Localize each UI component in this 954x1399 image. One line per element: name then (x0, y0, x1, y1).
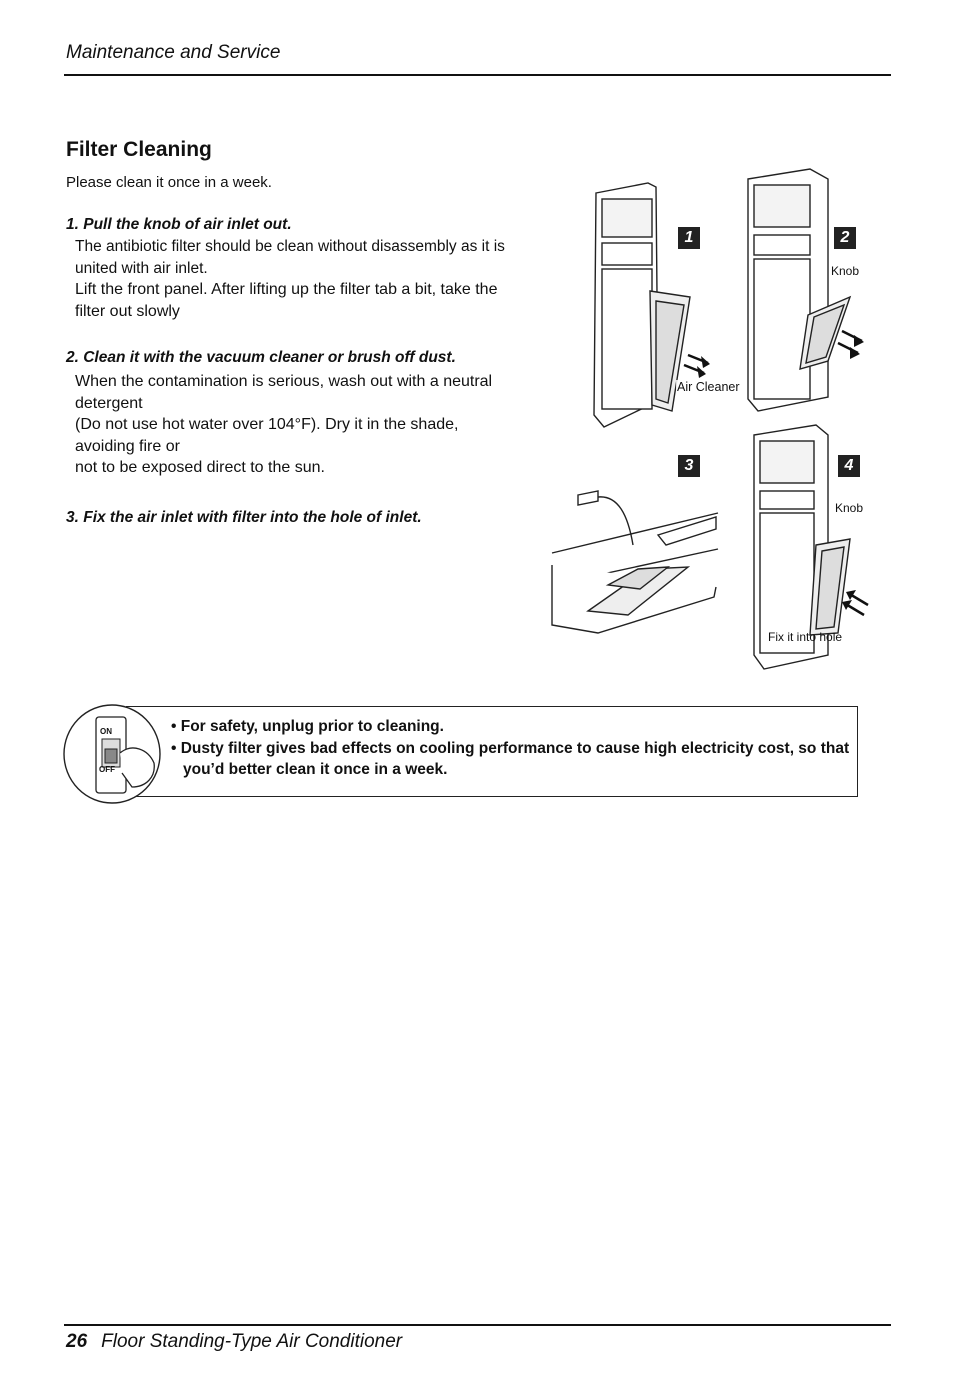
footer-rule (64, 1324, 891, 1326)
step-badge-1: 1 (678, 227, 700, 249)
switch-drawing (62, 703, 162, 805)
power-switch-icon (62, 703, 162, 805)
step-badge-4: 4 (838, 455, 860, 477)
step-2-line: When the contamination is serious, wash out with a neutral (75, 373, 493, 390)
step-1-line: The antibiotic filter should be clean without disassembly as it is (75, 238, 505, 255)
switch-on-label: ON (100, 727, 112, 736)
step-2-body (75, 371, 535, 479)
knob-label-4: Knob (835, 501, 864, 515)
safety-notes (171, 716, 851, 781)
air-cleaner-label: Air Cleaner (677, 380, 740, 394)
step-badge-2: 2 (834, 227, 856, 249)
note-item: • Dusty filter gives bad effects on cooling performance to cause high electricity cost, so that you’d better clean it once in a week. (171, 739, 850, 778)
step-2-line: avoiding fire or (75, 437, 180, 455)
step-1-heading: 1. Pull the knob of air inlet out. (66, 216, 292, 233)
filter-cleaning-illustration (548, 165, 878, 675)
switch-off-label: OFF (99, 765, 115, 774)
step-3-heading: 3. Fix the air inlet with filter into the hole of inlet. (66, 509, 422, 526)
fix-hole-label: Fix it into hole (768, 630, 843, 644)
page-number: 26 (66, 1331, 88, 1352)
step-1-line: united with air inlet. (75, 259, 208, 277)
step-2-line: detergent (75, 394, 143, 412)
step-1-line: Lift the front panel. After lifting up the filter tab a bit, take the (75, 281, 498, 298)
section-header: Maintenance and Service (66, 42, 281, 63)
illustration-drawing (548, 165, 878, 675)
page-footer (66, 1331, 402, 1353)
knob-label-2: Knob (831, 264, 860, 278)
step-1-line: filter out slowly (75, 302, 180, 320)
header-rule (64, 74, 891, 76)
step-2-line: not to be exposed direct to the sun. (75, 459, 325, 476)
step-1-body (75, 236, 535, 322)
step-badge-3: 3 (678, 455, 700, 477)
step-2-line: (Do not use hot water over 104°F). Dry it in the shade, (75, 416, 459, 433)
footer-title: Floor Standing-Type Air Conditioner (101, 1331, 403, 1352)
page-title: Filter Cleaning (66, 138, 212, 161)
note-item: • For safety, unplug prior to cleaning. (171, 718, 444, 735)
intro-text: Please clean it once in a week. (66, 174, 272, 191)
step-2-heading: 2. Clean it with the vacuum cleaner or brush off dust. (66, 349, 456, 366)
